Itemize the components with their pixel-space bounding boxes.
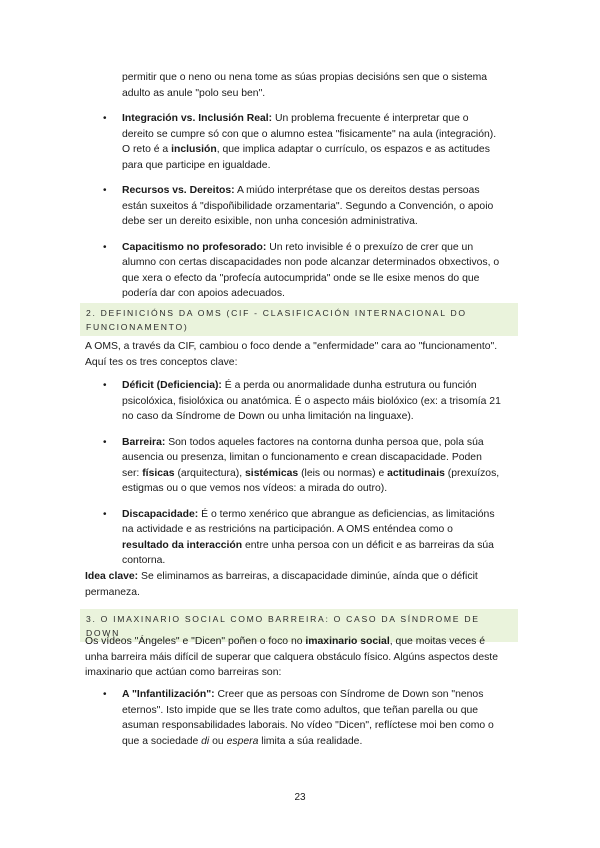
text-run: Un problema frecuente é interpretar que o dereito se cumpre só con que o alumno estea "fisicamente" na aula (integración). O reto é a bbox=[122, 113, 497, 155]
bold-text: sistémicas bbox=[245, 467, 299, 479]
text-run: A miúdo interprétase que os dereitos destas persoas están suxeitos á "dispoñibilidade orzamentaria". Segundo a Convención, o apoio debe ser un dereito esixible, non unha concesión administrativa. bbox=[122, 185, 494, 227]
intro-paragraph-2: A OMS, a través da CIF, cambiou o foco dende a "enfermidade" cara ao "funcionamento". Aquí tes os tres conceptos clave: bbox=[85, 341, 498, 368]
text-run: limita a súa realidade. bbox=[258, 735, 363, 747]
text-run: (arquitectura), bbox=[174, 467, 246, 479]
page-number: 23 bbox=[294, 792, 306, 803]
list-item bbox=[90, 378, 502, 425]
text-run: Creer que as persoas con Síndrome de Down son "nenos eternos". Isto impide que se lles trate como adultos, que teñan parella ou que asuman responsabilidades laborais. No vídeo "Dicen", reflíctese moi ben como o que a sociedade bbox=[122, 689, 494, 747]
list-item bbox=[90, 183, 502, 230]
text-run: Os vídeos "Ángeles" e "Dicen" poñen o foco no bbox=[85, 636, 306, 647]
bold-text: Recursos vs. Dereitos: bbox=[122, 185, 235, 196]
bold-text: Idea clave: bbox=[85, 571, 139, 582]
bold-text: inclusión bbox=[171, 144, 217, 155]
bold-text: actitudinais bbox=[387, 467, 445, 479]
continuation-text: permitir que o neno ou nena tome as súas propias decisións sen que o sistema adulto as anule "polo seu ben". bbox=[122, 72, 488, 99]
text-run: Son todos aqueles factores na contorna dunha persoa que, pola súa ausencia ou presenza, limitan o funcionamento e crean discapacidade. Poden ser: bbox=[122, 436, 484, 479]
bold-text: A "Infantilización": bbox=[122, 689, 215, 700]
italic-text: espera bbox=[226, 735, 259, 747]
text-run: (prexuízos, estigmas ou o que vemos nos vídeos: a mirada do outro). bbox=[122, 467, 500, 494]
bullet-list-challenges bbox=[90, 111, 502, 302]
bullet-icon: • bbox=[103, 380, 107, 391]
intro-paragraph-3 bbox=[85, 634, 505, 681]
bullet-icon: • bbox=[103, 689, 107, 700]
text-run: entre unha persoa con un déficit e as barreiras da súa contorna. bbox=[122, 539, 494, 566]
list-item bbox=[90, 687, 502, 749]
text-run: ou bbox=[209, 735, 227, 747]
key-idea-paragraph bbox=[85, 569, 505, 600]
bullet-icon: • bbox=[103, 185, 107, 196]
bullet-list-definitions bbox=[90, 378, 502, 569]
text-run: , que implica adaptar o currículo, os espazos e as actitudes para que participe en igualdade. bbox=[122, 144, 490, 171]
text-run: , que moitas veces é unha barreira máis difícil de superar que calquera obstáculo físico. Algúns aspectos deste imaxinario que actúan como barreiras son: bbox=[85, 636, 498, 678]
bold-text: físicas bbox=[142, 467, 175, 479]
bold-text: imaxinario social bbox=[305, 636, 390, 647]
section-heading-3: 3. O IMAXINARIO SOCIAL COMO BARREIRA: O CASO DA SÍNDROME DE DOWN bbox=[80, 609, 518, 642]
bold-text: Discapacidade: bbox=[122, 508, 199, 520]
list-item bbox=[90, 507, 502, 569]
section-heading-2: 2. DEFINICIÓNS DA OMS (CIF - CLASIFICACIÓN INTERNACIONAL DO FUNCIONAMENTO) bbox=[80, 303, 518, 336]
bold-text: Capacitismo no profesorado: bbox=[122, 241, 267, 253]
bold-text: Déficit (Deficiencia): bbox=[122, 380, 222, 391]
bullet-list-imaginary bbox=[90, 687, 502, 749]
bullet-icon: • bbox=[103, 241, 107, 253]
bullet-icon: • bbox=[103, 508, 107, 520]
text-run: Un reto invisible é o prexuízo de crer que un alumno con certas discapacidades non pode alcanzar determinados obxectivos, o que xera o efecto da "profecía autocumprida" onde se lle esixe menos do que podería dar con apoios adecuados. bbox=[122, 241, 500, 299]
text-run: É a perda ou anormalidade dunha estrutura ou función psicolóxica, fisiolóxica ou anatómica. É o aspecto máis biolóxico (ex: a trisomía 21 no caso da Síndrome de Down ou unha limitación na linguaxe). bbox=[122, 380, 501, 422]
bold-text: resultado da interacción bbox=[122, 539, 243, 551]
bullet-icon: • bbox=[103, 113, 107, 124]
bold-text: Integración vs. Inclusión Real: bbox=[122, 113, 273, 124]
text-run: (leis ou normas) e bbox=[298, 467, 388, 479]
list-item bbox=[90, 435, 502, 497]
text-run: Se eliminamos as barreiras, a discapacidade diminúe, aínda que o déficit permaneza. bbox=[85, 571, 478, 598]
text-run: É o termo xenérico que abrangue as deficiencias, as limitacións na actividade e as restricións na participación. A OMS enténdea como o bbox=[122, 508, 495, 535]
bold-text: Barreira: bbox=[122, 436, 166, 448]
italic-text: di bbox=[201, 735, 210, 747]
bullet-icon: • bbox=[103, 436, 107, 448]
list-item bbox=[90, 111, 502, 173]
list-item bbox=[90, 240, 502, 302]
